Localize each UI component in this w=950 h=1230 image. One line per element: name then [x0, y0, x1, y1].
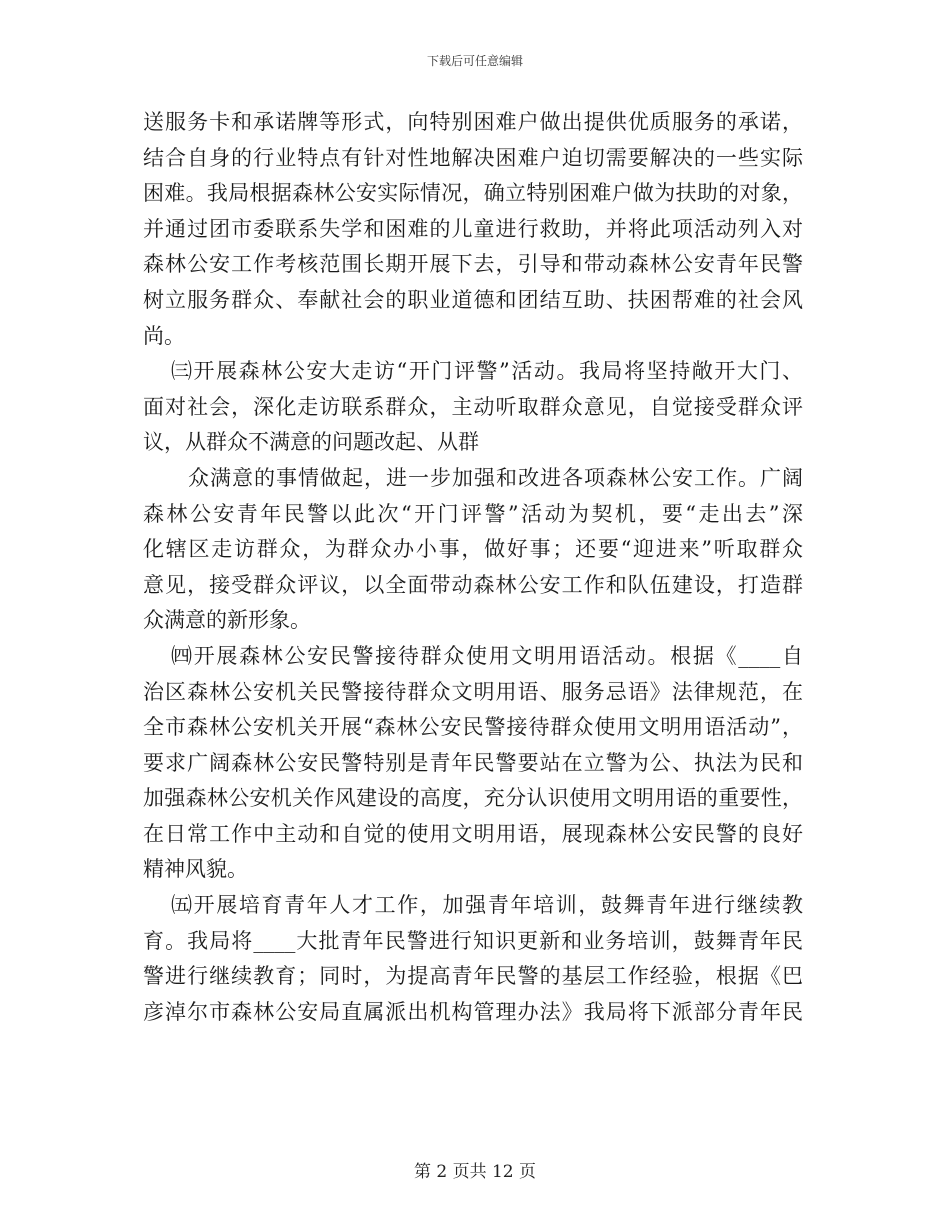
text-line: 加强森林公安机关作风建设的高度，充分认识使用文明用语的重要性，: [143, 786, 803, 811]
text-line: 全市森林公安机关开展“森林公安民警接待群众使用文明用语活动”，: [143, 715, 803, 740]
text-line: 治区森林公安机关民警接待群众文明用语、服务忌语》法律规范，在: [143, 679, 803, 704]
paragraph-start-line: 众满意的事情做起，进一步加强和改进各项森林公安工作。广阔: [188, 465, 803, 490]
text-line: 结合自身的行业特点有针对性地解决困难户迫切需要解决的一些实际: [143, 145, 803, 170]
text-line: 森林公安青年民警以此次“开门评警”活动为契机，要“走出去”深: [143, 501, 803, 526]
text-line: 困难。我局根据森林公安实际情况，确立特别困难户做为扶助的对象，: [143, 181, 803, 206]
paragraph-start-line: ㈢开展森林公安大走访“开门评警”活动。我局将坚持敞开大门、: [171, 359, 803, 384]
text-line: 树立服务群众、奉献社会的职业道德和团结互助、扶困帮难的社会风: [143, 287, 803, 312]
text-line: 彦淖尔市森林公安局直属派出机构管理办法》我局将下派部分青年民: [143, 999, 803, 1024]
text-line: 警进行继续教育；同时，为提高青年民警的基层工作经验，根据《巴: [143, 964, 803, 989]
text-line: 在日常工作中主动和自觉的使用文明用语，展现森林公安民警的良好: [143, 821, 803, 846]
page-header: 下载后可任意编辑: [426, 54, 523, 68]
text-line: 森林公安工作考核范围长期开展下去，引导和带动森林公安青年民警: [143, 252, 803, 277]
document-body: [143, 105, 803, 1030]
page-number-footer: 第 2 页共 12 页: [413, 1162, 537, 1182]
text-line: 尚。: [143, 323, 185, 348]
text-line: 议，从群众不满意的问题改起、从群: [143, 430, 479, 455]
paragraph-start-line: ㈣开展森林公安民警接待群众使用文明用语活动。根据《____自: [171, 643, 803, 668]
text-line: 并通过团市委联系失学和困难的儿童进行救助，并将此项活动列入对: [143, 216, 803, 241]
text-line: 众满意的新形象。: [143, 608, 311, 633]
text-line: 意见，接受群众评议，以全面带动森林公安工作和队伍建设，打造群: [143, 572, 803, 597]
text-line: 精神风貌。: [143, 857, 248, 882]
text-line: 育。我局将____大批青年民警进行知识更新和业务培训，鼓舞青年民: [143, 928, 803, 953]
text-line: 要求广阔森林公安民警特别是青年民警要站在立警为公、执法为民和: [143, 750, 803, 775]
text-line: 面对社会，深化走访联系群众，主动听取群众意见，自觉接受群众评: [143, 394, 803, 419]
paragraph-start-line: ㈤开展培育青年人才工作，加强青年培训，鼓舞青年进行继续教: [171, 893, 803, 918]
text-line: 送服务卡和承诺牌等形式，向特别困难户做出提供优质服务的承诺，: [143, 110, 803, 134]
text-line: 化辖区走访群众，为群众办小事，做好事；还要“迎进来”听取群众: [143, 537, 803, 562]
